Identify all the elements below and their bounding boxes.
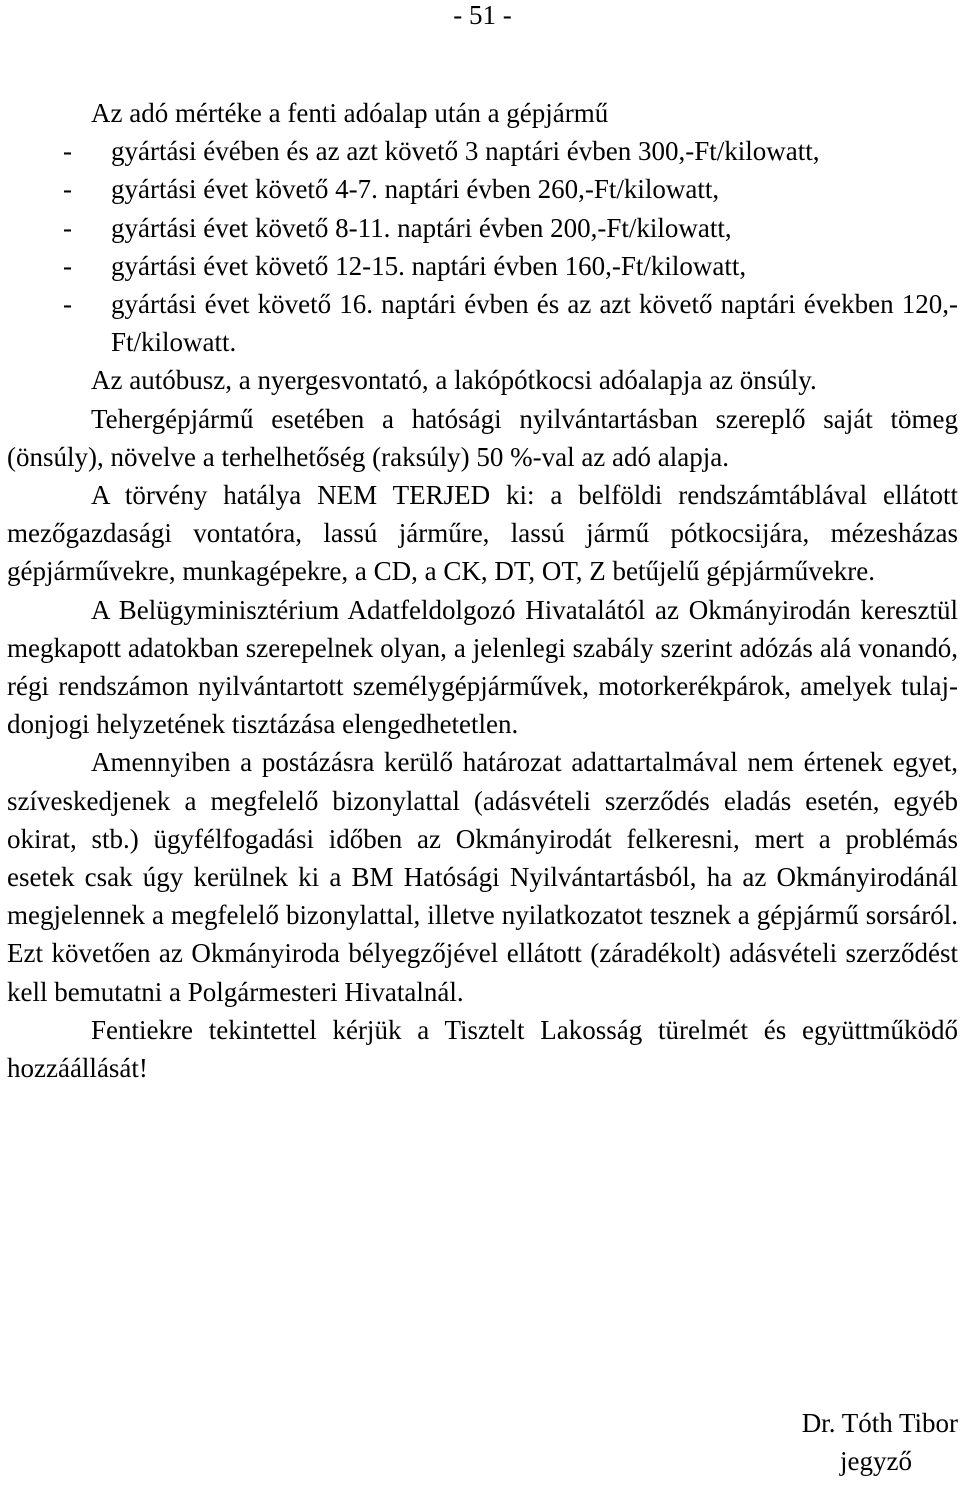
paragraph-truck-base: Tehergépjármű esetében a hatósági nyilvántartásban szereplő saját tömeg (önsúly), növelve a terhelhetőség (raksúly) 50 %-val az adó alapja.: [7, 403, 958, 472]
list-dash: -: [63, 212, 72, 243]
paragraph-ministry-data: A Belügyminisztérium Adatfeldolgozó Hivatalától az Okmányirodán keresztül megkapott adatokban szerepelnek olyan, a jelenlegi szabály szerint adózás alá vonandó, régi rendszámon nyilvántartott személygépjárművek, motorkerékpárok, amelyek tulajdonjogi helyzetének tisztázása elengedhetetlen.: [7, 594, 958, 740]
page-number: - 51 -: [453, 0, 512, 30]
list-item-text: gyártási évet követő 8-11. naptári évben 200,-Ft/kilowatt,: [111, 212, 732, 243]
signatory-title: jegyző: [840, 1446, 912, 1477]
list-dash: -: [63, 174, 72, 205]
signature-block: [802, 1404, 958, 1480]
list-dash: -: [63, 136, 72, 167]
document-body: [7, 94, 958, 1087]
paragraph-bus-base: Az autóbusz, a nyergesvontató, a lakópótkocsi adóalapja az önsúly.: [91, 365, 817, 396]
list-item-text: gyártási évet követő 4-7. naptári évben 260,-Ft/kilowatt,: [111, 174, 720, 205]
signatory-name: Dr. Tóth Tibor: [801, 1408, 958, 1438]
list-item: [7, 170, 958, 208]
tax-rate-list: [7, 132, 958, 361]
list-item: [7, 209, 958, 247]
list-item: [7, 247, 958, 285]
list-item-text: gyártási évet követő 16. naptári évben és az azt követő naptári években 120,-Ft/kilowatt.: [111, 289, 958, 358]
list-item: [7, 132, 958, 170]
paragraph-disagreement: Amennyiben a postázásra kerülő határozat adattartalmával nem értenek egyet, szíveskedjenek a megfelelő bizonylattal (adásvételi szerződés eladás esetén, egyéb okirat, stb.) ügyfélfogadási időben az Okmányirodát felkeresni, mert a problémás esetek csak úgy kerülnek ki a BM Hatósági Nyilvántartásból, ha az Okmányirodánál megjelennek a megfelelő bizonylattal, illetve nyilatkozatot tesznek a gépjármű sorsáról. Ezt követően az Okmányiroda bélyegzőjével ellátott (záradékolt) adásvételi szerződést kell bemutatni a Polgármesteri Hivatalnál.: [7, 747, 958, 1007]
list-dash: -: [63, 250, 72, 281]
list-item-text: gyártási évet követő 12-15. naptári évben 160,-Ft/kilowatt,: [111, 250, 747, 281]
list-dash: -: [63, 289, 72, 320]
tax-rate-intro: Az adó mértéke a fenti adóalap után a gépjármű: [91, 98, 609, 128]
paragraph-closing: Fentiekre tekintettel kérjük a Tisztelt Lakosság türelmét és együttműködő hozzáállását!: [7, 1014, 958, 1084]
list-item-text: gyártási évében és az azt követő 3 naptári évben 300,-Ft/kilowatt,: [111, 136, 820, 167]
list-item: [7, 285, 958, 361]
paragraph-exemptions: A törvény hatálya NEM TERJED ki: a belföldi rendszámtáblával ellátott mezőgazdasági vontatóra, lassú járműre, lassú jármű pótkocsijára, mézesházas gépjárművekre, munkagépekre, a CD, a CK, DT, OT, Z betűjelű gépjárművekre.: [7, 480, 958, 587]
